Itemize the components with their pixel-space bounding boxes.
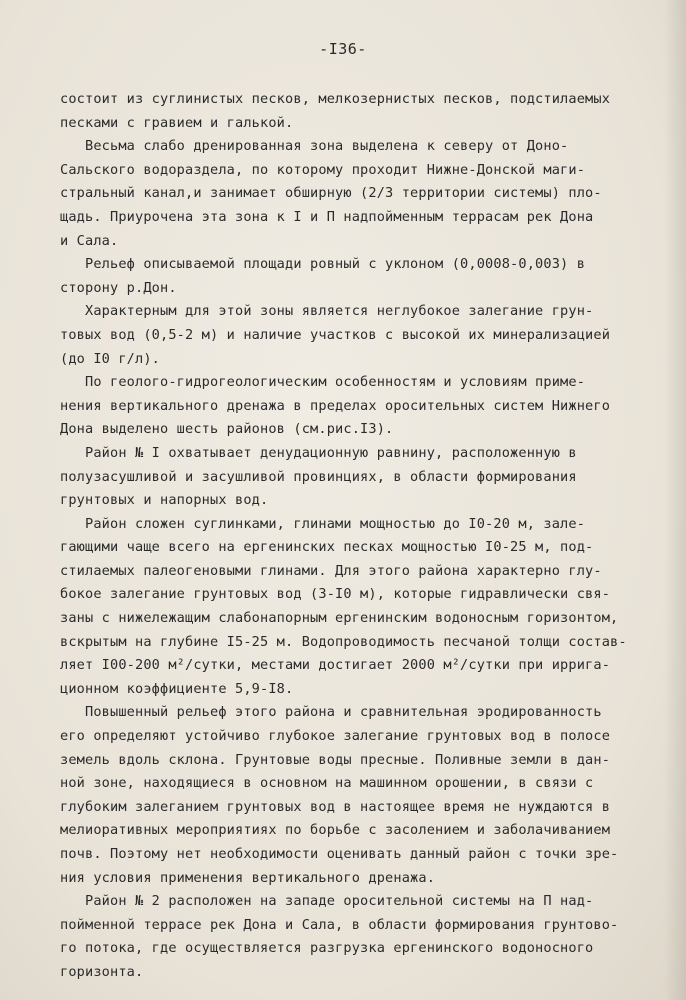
text-line: Характерным для этой зоны является неглубокое залегание грун- (60, 303, 594, 320)
text-line: заны с нижележащим слабонапорным ергенинским водоносным горизонтом, (60, 610, 619, 627)
text-line: ния условия применения вертикального дренажа. (60, 869, 436, 886)
text-line: Сальского водораздела, по которому проходит Нижне-Донской маги- (60, 161, 586, 178)
text-line: щадь. Приурочена эта зона к I и П надпойменным террасам рек Дона (60, 208, 594, 225)
text-line: ционном коэффициенте 5,9-I8. (60, 680, 294, 697)
text-line: По геолого-гидрогеологическим особенностям и условиям приме- (60, 374, 586, 391)
text-line: гающими чаще всего на ергенинских песках мощностью I0-25 м, под- (60, 539, 594, 556)
text-line: Повышенный рельеф этого района и сравнительная эродированность (60, 704, 602, 721)
text-line: Район сложен суглинками, глинами мощностью до I0-20 м, зале- (60, 515, 586, 532)
text-line: полузасушливой и засушливой провинциях, в области формирования (60, 468, 577, 485)
text-line: сторону р.Дон. (60, 279, 177, 296)
paragraph (60, 701, 675, 890)
text-line: горизонта. (60, 963, 144, 980)
paragraph (60, 135, 675, 253)
text-line: нения вертикального дренажа в пределах оросительных систем Нижнего (60, 397, 611, 414)
text-line: (до I0 г/л). (60, 350, 161, 367)
text-line: го потока, где осуществляется разгрузка ергенинского водоносного (60, 940, 594, 957)
page-number: -I36- (319, 40, 367, 58)
text-line: и Сала. (60, 232, 119, 249)
text-line: его определяют устойчиво глубокое залегание грунтовых вод в полосе (60, 728, 611, 745)
text-line: Дона выделено шесть районов (см.рис.I3). (60, 421, 394, 438)
text-line: стральный канал,и занимает обширную (2/3 территории системы) пло- (60, 185, 602, 202)
text-line: бокое залегание грунтовых вод (3-I0 м), которые гидравлически свя- (60, 586, 611, 603)
paragraph (60, 371, 675, 442)
text-line: стилаемых палеогеновыми глинами. Для этого района характерно глу- (60, 562, 602, 579)
text-line: Весьма слабо дренированная зона выделена к северу от Доно- (60, 138, 569, 155)
text-line: Район № 2 расположен на западе оросительной системы на П над- (60, 893, 594, 910)
text-line: земель вдоль склона. Грунтовые воды пресные. Поливные земли в дан- (60, 751, 611, 768)
text-line: ляет I00-200 м²/сутки, местами достигает 2000 м²/сутки при ирригa- (60, 657, 611, 674)
paragraph (60, 253, 675, 300)
text-line: состоит из суглинистых песков, мелкозернистых песков, подстилаемых (60, 91, 611, 107)
paragraph (60, 513, 675, 702)
text-line: грунтовых и напорных вод. (60, 492, 269, 509)
text-line: вскрытым на глубине I5-25 м. Водопроводимость песчаной толщи состав- (60, 633, 627, 650)
text-line: мелиоративных мероприятиях по борьбе с засолением и заболачиванием (60, 822, 611, 839)
text-line: Район № I охватывает денудационную равнину, расположенную в (60, 444, 577, 461)
text-line: Рельеф описываемой площади ровный с уклоном (0,0008-0,003) в (60, 256, 586, 273)
paragraph (60, 300, 675, 371)
paragraph (60, 890, 675, 984)
body-text (60, 88, 675, 985)
text-line: глубоким залеганием грунтовых вод в настоящее время не нуждаются в (60, 798, 611, 815)
paragraph (60, 442, 675, 513)
text-line: почв. Поэтому нет необходимости оценивать данный район с точки зре- (60, 846, 619, 862)
text-line: ной зоне, находящиеся в основном на машинном орошении, в связи с (60, 775, 594, 792)
paragraph (60, 88, 675, 135)
text-line: товых вод (0,5-2 м) и наличие участков с высокой их минерализацией (60, 326, 611, 343)
text-line: пойменной террасе рек Дона и Сала, в области формирования грунтово- (60, 916, 619, 933)
text-line: песками с гравием и галькой. (60, 114, 294, 131)
